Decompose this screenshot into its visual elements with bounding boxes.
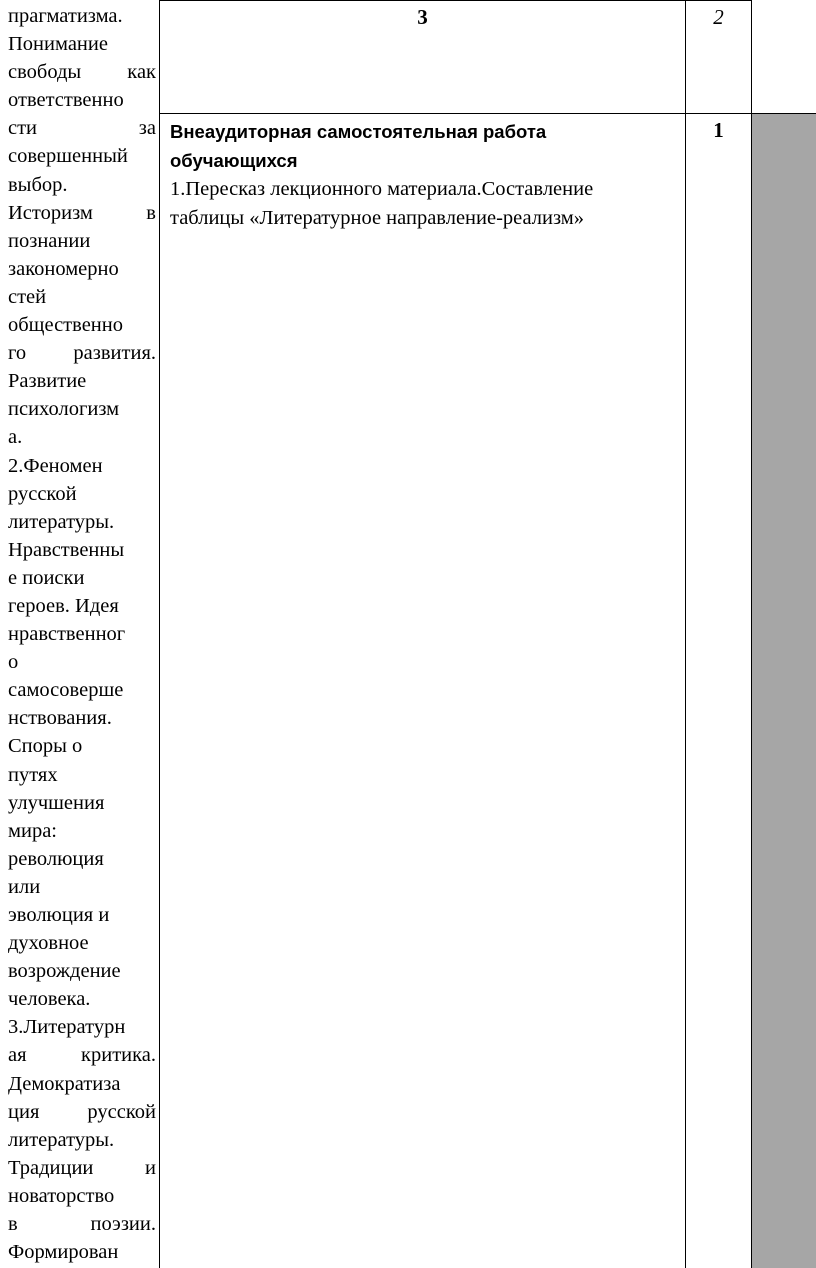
topic-text-line: психологизм	[8, 398, 120, 421]
topic-text-line: новаторство	[8, 1184, 115, 1207]
topic-text-line: самосоверше	[8, 679, 124, 702]
topic-text-line: нствования.	[8, 707, 112, 730]
topic-text-line: человека.	[8, 988, 91, 1011]
table-border-col2-right	[685, 0, 686, 1268]
topic-text-line: 2.Феномен	[8, 454, 103, 477]
table-border-row-divider	[159, 113, 816, 114]
hours-value: 3	[417, 5, 428, 29]
shaded-level-cell	[752, 114, 816, 1268]
self-study-hours: 1	[713, 118, 724, 142]
self-study-task: 1.Пересказ лекционного материала.Составление	[170, 178, 594, 200]
topic-text-line: го развития.	[8, 342, 156, 365]
topic-text-line: прагматизма.	[8, 5, 123, 27]
topic-text-line: Развитие	[8, 370, 87, 393]
topic-text-line: стей	[8, 285, 47, 308]
topic-text-line: или	[8, 875, 41, 898]
topic-text-line: революция	[8, 847, 104, 870]
topic-text-line: закономерно	[8, 257, 119, 280]
topic-text-line: сти за	[8, 117, 156, 140]
level-value: 2	[713, 5, 724, 29]
topic-text-line: героев. Идея	[8, 594, 119, 617]
table-border-col1-right	[159, 0, 160, 1268]
topic-text-line: литературы.	[8, 510, 115, 533]
topic-text-line: Формирован	[8, 1241, 119, 1264]
self-study-cell	[170, 117, 682, 233]
topic-text-line: мира:	[8, 819, 57, 842]
topic-text-line: ая критика.	[8, 1044, 156, 1067]
self-study-title: Внеаудиторная самостоятельная работа	[170, 121, 547, 142]
topic-text-line: общественно	[8, 314, 123, 337]
topic-text-line: познании	[8, 229, 91, 252]
topic-text-line: Понимание	[8, 33, 108, 56]
topic-text-line: Историзм в	[8, 201, 156, 224]
topic-text-line: совершенный	[8, 145, 128, 168]
topic-text-line: в поэзии.	[8, 1213, 156, 1236]
topic-description-column	[8, 2, 156, 1266]
topic-text-line: 3.Литературн	[8, 1016, 126, 1039]
topic-text-line: возрождение	[8, 960, 121, 983]
topic-text-line: литературы.	[8, 1128, 115, 1151]
topic-text-line: эволюция и	[8, 904, 110, 926]
topic-text-line: духовное	[8, 932, 89, 955]
topic-text-line: ция русской	[8, 1100, 156, 1123]
topic-text-line: русской	[8, 482, 77, 505]
topic-text-line: Нравственны	[8, 538, 125, 561]
topic-text-line: Демократиза	[8, 1072, 121, 1095]
topic-text-line: путях	[8, 763, 58, 786]
topic-text-line: е поиски	[8, 566, 85, 589]
self-study-title-cont: обучающихся	[170, 150, 298, 171]
topic-text-line: ответственно	[8, 89, 124, 112]
topic-text-line: нравственног	[8, 623, 126, 646]
topic-text-line: Традиции и	[8, 1156, 156, 1179]
topic-text-line: а.	[8, 426, 23, 449]
topic-text-line: о	[8, 651, 19, 674]
table-border-top	[159, 0, 752, 1]
topic-text-line: свободы как	[8, 61, 156, 84]
self-study-task-cont: таблицы «Литературное направление-реализм»	[170, 207, 585, 229]
topic-text-line: улучшения	[8, 791, 105, 814]
table-border-col3-right	[751, 0, 752, 1268]
topic-text-line: Споры о	[8, 735, 83, 758]
topic-text-line: выбор.	[8, 173, 68, 196]
